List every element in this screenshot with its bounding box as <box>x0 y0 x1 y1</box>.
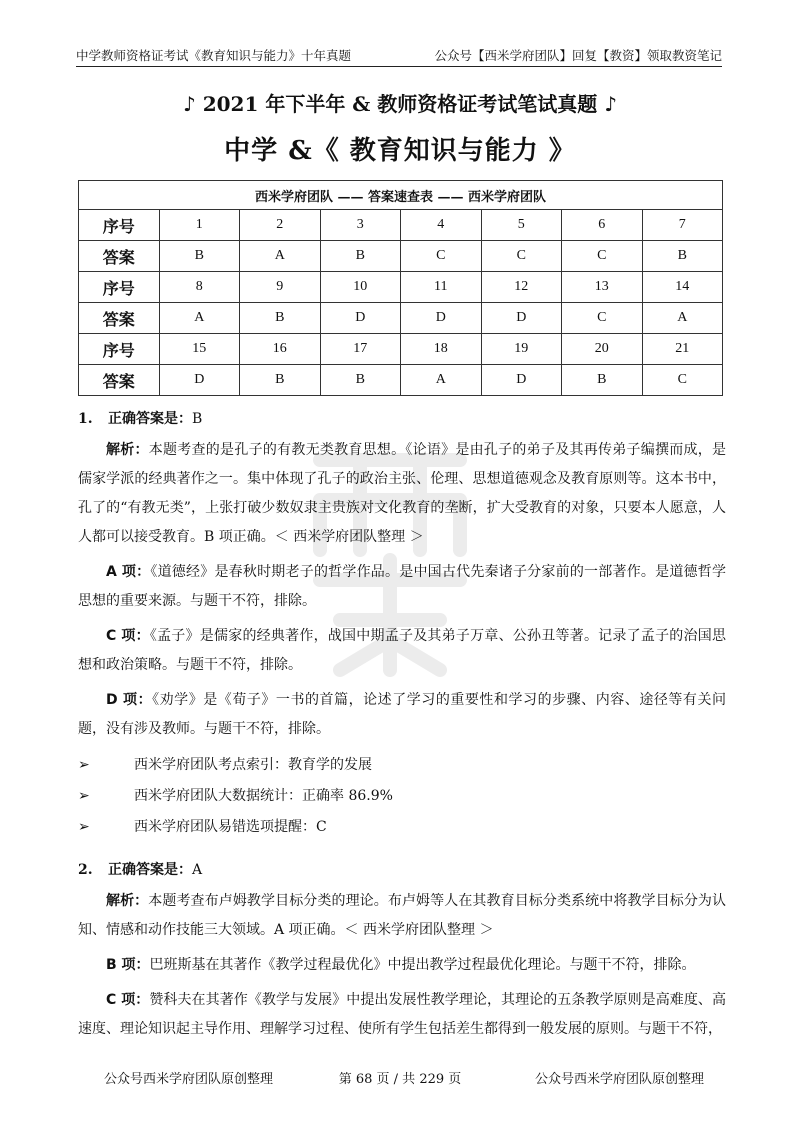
answer-table-caption: 西米学府团队 —— 答案速查表 —— 西米学府团队 <box>79 181 723 210</box>
answer-label: 正确答案是： <box>108 411 192 427</box>
arrow-bullet-icon: ➢ <box>78 757 90 773</box>
arrow-bullet-icon: ➢ <box>78 819 90 835</box>
question-1-analysis <box>78 436 726 552</box>
question-2-title <box>78 853 726 887</box>
option-text: 巴班斯基在其著作《教学过程最优化》中提出教学过程最优化理论。与题干不符，排除。 <box>149 957 696 973</box>
table-cell: 14 <box>642 272 723 303</box>
subject-title: 中学 &《 教育知识与能力 》 <box>224 136 576 166</box>
table-cell: 9 <box>240 272 321 303</box>
option-text: 赞科夫在其著作《教学与发展》中提出发展性教学理论，其理论的五条教学原则是高难度、高速度、理论知识起主导作用、理解学习过程、使所有学生包括差生都得到一般发展的原则。与题干不符， <box>78 992 727 1037</box>
bullet-text: 西米学府团队大数据统计：正确率 86.9% <box>134 788 393 804</box>
table-row <box>79 241 723 272</box>
table-cell: 2 <box>240 210 321 241</box>
correct-answer: B <box>192 411 203 427</box>
answer-table <box>78 180 723 396</box>
table-cell: 18 <box>401 334 482 365</box>
option-label: C 项： <box>106 628 150 644</box>
option-label: A 项： <box>106 564 151 580</box>
table-cell: 12 <box>481 272 562 303</box>
table-cell: 16 <box>240 334 321 365</box>
table-cell: 6 <box>562 210 643 241</box>
table-cell: 10 <box>320 272 401 303</box>
footer-right-text: 公众号西米学府团队原创整理 <box>534 1072 704 1087</box>
header-right-text: 公众号【西米学府团队】回复【教资】领取教资笔记 <box>434 48 722 63</box>
table-cell: C <box>562 303 643 334</box>
table-cell: 8 <box>159 272 240 303</box>
question-1-title <box>78 402 726 436</box>
table-cell: 5 <box>481 210 562 241</box>
table-cell: 15 <box>159 334 240 365</box>
option-explanation <box>78 558 726 616</box>
table-cell: 21 <box>642 334 723 365</box>
stats-list <box>78 750 726 843</box>
option-explanation <box>78 951 726 980</box>
analysis-text: 本题考查布卢姆教学目标分类的理论。布卢姆等人在其教育目标分类系统中将教学目标分为认知、情感和动作技能三大领域。A 项正确。＜ 西米学府团队整理 ＞ <box>78 893 726 938</box>
arrow-bullet-icon: ➢ <box>78 788 90 804</box>
list-item <box>78 750 726 781</box>
option-label: B 项： <box>106 957 150 973</box>
content-body <box>78 402 726 1044</box>
table-cell: B <box>240 303 321 334</box>
table-cell: 17 <box>320 334 401 365</box>
table-row <box>79 210 723 241</box>
table-cell: 19 <box>481 334 562 365</box>
page-header <box>76 40 722 67</box>
table-row <box>79 365 723 396</box>
table-cell: C <box>401 241 482 272</box>
answer-label: 正确答案是： <box>108 862 192 878</box>
analysis-label: 解析： <box>106 442 149 458</box>
seq-label: 序号 <box>79 210 160 241</box>
option-text: 《道德经》是春秋时期老子的哲学作品。是中国古代先秦诸子分家前的一部著作。是道德哲学思想的重要来源。与题干不符，排除。 <box>78 564 726 609</box>
table-cell: B <box>642 241 723 272</box>
table-row <box>79 303 723 334</box>
table-cell: 20 <box>562 334 643 365</box>
table-cell: C <box>642 365 723 396</box>
option-explanation <box>78 622 726 680</box>
table-cell: B <box>320 365 401 396</box>
question-number: 2. <box>78 862 93 878</box>
table-cell: C <box>481 241 562 272</box>
exam-title: ♪ 2021 年下半年 & 教师资格证考试笔试真题 ♪ <box>182 92 618 116</box>
table-cell: D <box>401 303 482 334</box>
ans-label: 答案 <box>79 365 160 396</box>
table-cell: D <box>159 365 240 396</box>
table-cell: B <box>159 241 240 272</box>
question-number: 1. <box>78 411 93 427</box>
table-cell: D <box>481 365 562 396</box>
table-cell: A <box>240 241 321 272</box>
table-cell: 1 <box>159 210 240 241</box>
table-cell: A <box>401 365 482 396</box>
option-text: 《劝学》是《荀子》一书的首篇，论述了学习的重要性和学习的步骤、内容、途径等有关问题，没有涉及教师。与题干不符，排除。 <box>78 692 726 737</box>
table-cell: A <box>642 303 723 334</box>
table-cell: 11 <box>401 272 482 303</box>
option-label: C 项： <box>106 992 150 1008</box>
header-left-text: 中学教师资格证考试《教育知识与能力》十年真题 <box>76 48 352 63</box>
table-cell: 13 <box>562 272 643 303</box>
correct-answer: A <box>192 862 203 878</box>
table-cell: 4 <box>401 210 482 241</box>
table-cell: D <box>481 303 562 334</box>
table-cell: D <box>320 303 401 334</box>
table-cell: B <box>562 365 643 396</box>
table-cell: 7 <box>642 210 723 241</box>
option-explanation <box>78 686 726 744</box>
question-2-analysis <box>78 887 726 945</box>
page-number: 第 68 页 / 共 229 页 <box>338 1072 462 1087</box>
option-text: 《孟子》是儒家的经典著作，战国中期孟子及其弟子万章、公孙丑等著。记录了孟子的治国思想和政治策略。与题干不符，排除。 <box>78 628 726 673</box>
table-cell: B <box>320 241 401 272</box>
analysis-text: 本题考查的是孔子的有教无类教育思想。《论语》是由孔子的弟子及其再传弟子编撰而成，是儒家学派的经典著作之一。集中体现了孔子的政治主张、伦理、思想道德观念及教育原则等。这本书中，孔了的“有教无类”，上张打破少数奴隶主贵族对文化教育的垄断，扩大受教育的对象，只要本人愿意，人人都可以接受教育。B 项正确。＜ 西米学府团队整理 ＞ <box>78 442 727 545</box>
seq-label: 序号 <box>79 272 160 303</box>
list-item <box>78 812 726 843</box>
analysis-label: 解析： <box>106 893 149 909</box>
table-row <box>79 272 723 303</box>
table-cell: A <box>159 303 240 334</box>
ans-label: 答案 <box>79 303 160 334</box>
ans-label: 答案 <box>79 241 160 272</box>
footer-left-text: 公众号西米学府团队原创整理 <box>104 1072 274 1087</box>
bullet-text: 西米学府团队考点索引：教育学的发展 <box>134 757 372 773</box>
seq-label: 序号 <box>79 334 160 365</box>
bullet-text: 西米学府团队易错选项提醒：C <box>134 819 327 835</box>
option-label: D 项： <box>106 692 153 708</box>
table-row <box>79 334 723 365</box>
table-cell: C <box>562 241 643 272</box>
option-explanation <box>78 986 726 1044</box>
table-cell: 3 <box>320 210 401 241</box>
table-cell: B <box>240 365 321 396</box>
list-item <box>78 781 726 812</box>
